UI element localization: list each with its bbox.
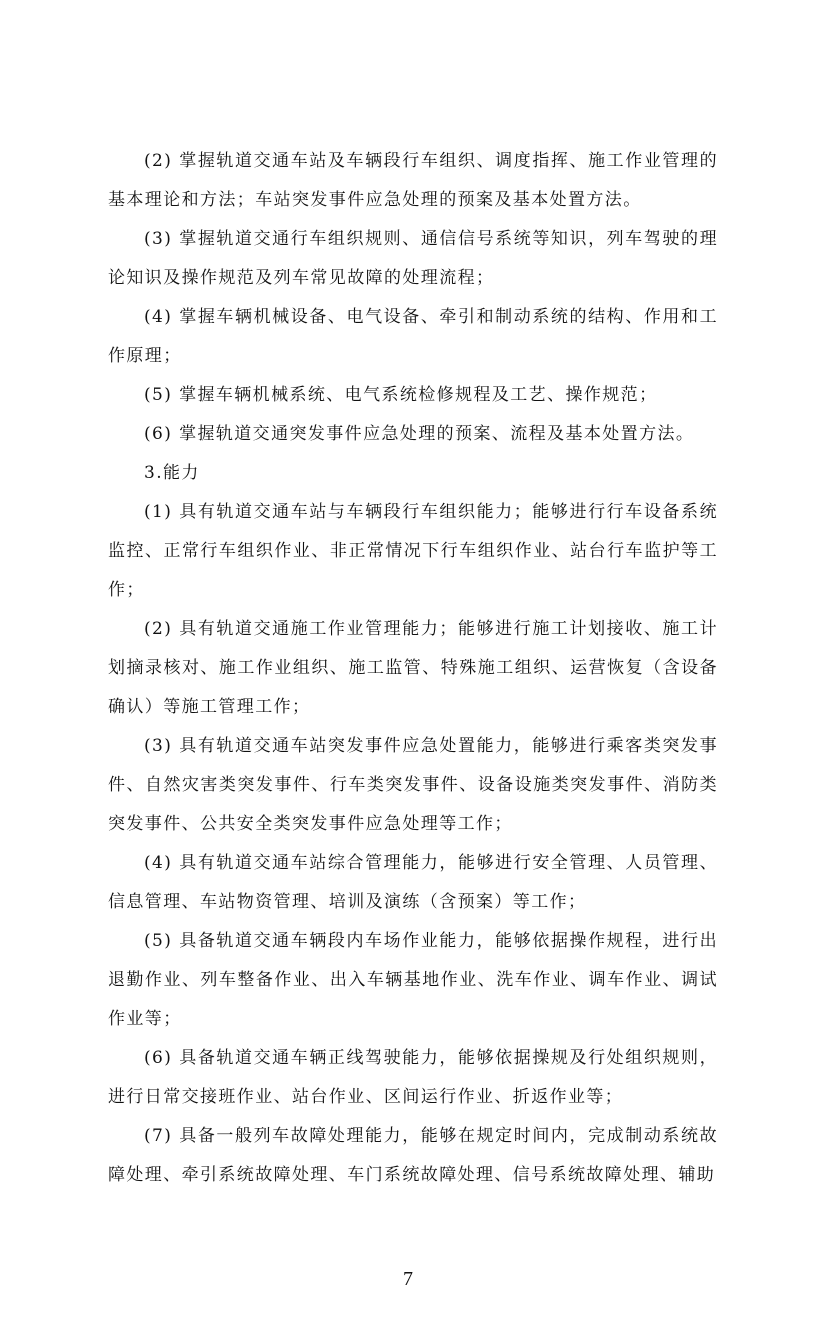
paragraph-knowledge-4: (4) 掌握车辆机械设备、电气设备、牵引和制动系统的结构、作用和工作原理； xyxy=(108,307,718,366)
paragraph-knowledge-2: (2) 掌握轨道交通车站及车辆段行车组织、调度指挥、施工作业管理的基本理论和方法；车站突发事件应急处理的预案及基本处置方法。 xyxy=(108,151,718,210)
paragraph-knowledge-5: (5) 掌握车辆机械系统、电气系统检修规程及工艺、操作规范； xyxy=(144,385,658,405)
paragraph-ability-3: (3) 具有轨道交通车站突发事件应急处置能力，能够进行乘客类突发事件、自然灾害类突发事件、行车类突发事件、设备设施类突发事件、消防类突发事件、公共安全类突发事件应急处理等工作； xyxy=(108,736,718,834)
paragraph-ability-4: (4) 具有轨道交通车站综合管理能力，能够进行安全管理、人员管理、信息管理、车站物资管理、培训及演练（含预案）等工作； xyxy=(108,853,718,912)
section-heading-ability: 3.能力 xyxy=(144,463,200,483)
paragraph-knowledge-3: (3) 掌握轨道交通行车组织规则、通信信号系统等知识，列车驾驶的理论知识及操作规范及列车常见故障的处理流程； xyxy=(108,229,718,288)
document-body xyxy=(108,142,718,1195)
paragraph-ability-7: (7) 具备一般列车故障处理能力，能够在规定时间内，完成制动系统故障处理、牵引系统故障处理、车门系统故障处理、信号系统故障处理、辅助 xyxy=(108,1126,718,1185)
page-number: 7 xyxy=(403,1268,413,1290)
paragraph-ability-2: (2) 具有轨道交通施工作业管理能力；能够进行施工计划接收、施工计划摘录核对、施工作业组织、施工监管、特殊施工组织、运营恢复（含设备确认）等施工管理工作； xyxy=(108,619,718,717)
paragraph-ability-1: (1) 具有轨道交通车站与车辆段行车组织能力；能够进行行车设备系统监控、正常行车组织作业、非正常情况下行车组织作业、站台行车监护等工作； xyxy=(108,502,718,600)
paragraph-knowledge-6: (6) 掌握轨道交通突发事件应急处理的预案、流程及基本处置方法。 xyxy=(144,424,695,444)
paragraph-ability-6: (6) 具备轨道交通车辆正线驾驶能力，能够依据操规及行处组织规则，进行日常交接班作业、站台作业、区间运行作业、折返作业等； xyxy=(108,1048,718,1107)
paragraph-ability-5: (5) 具备轨道交通车辆段内车场作业能力，能够依据操作规程，进行出退勤作业、列车整备作业、出入车辆基地作业、洗车作业、调车作业、调试作业等； xyxy=(108,931,718,1029)
